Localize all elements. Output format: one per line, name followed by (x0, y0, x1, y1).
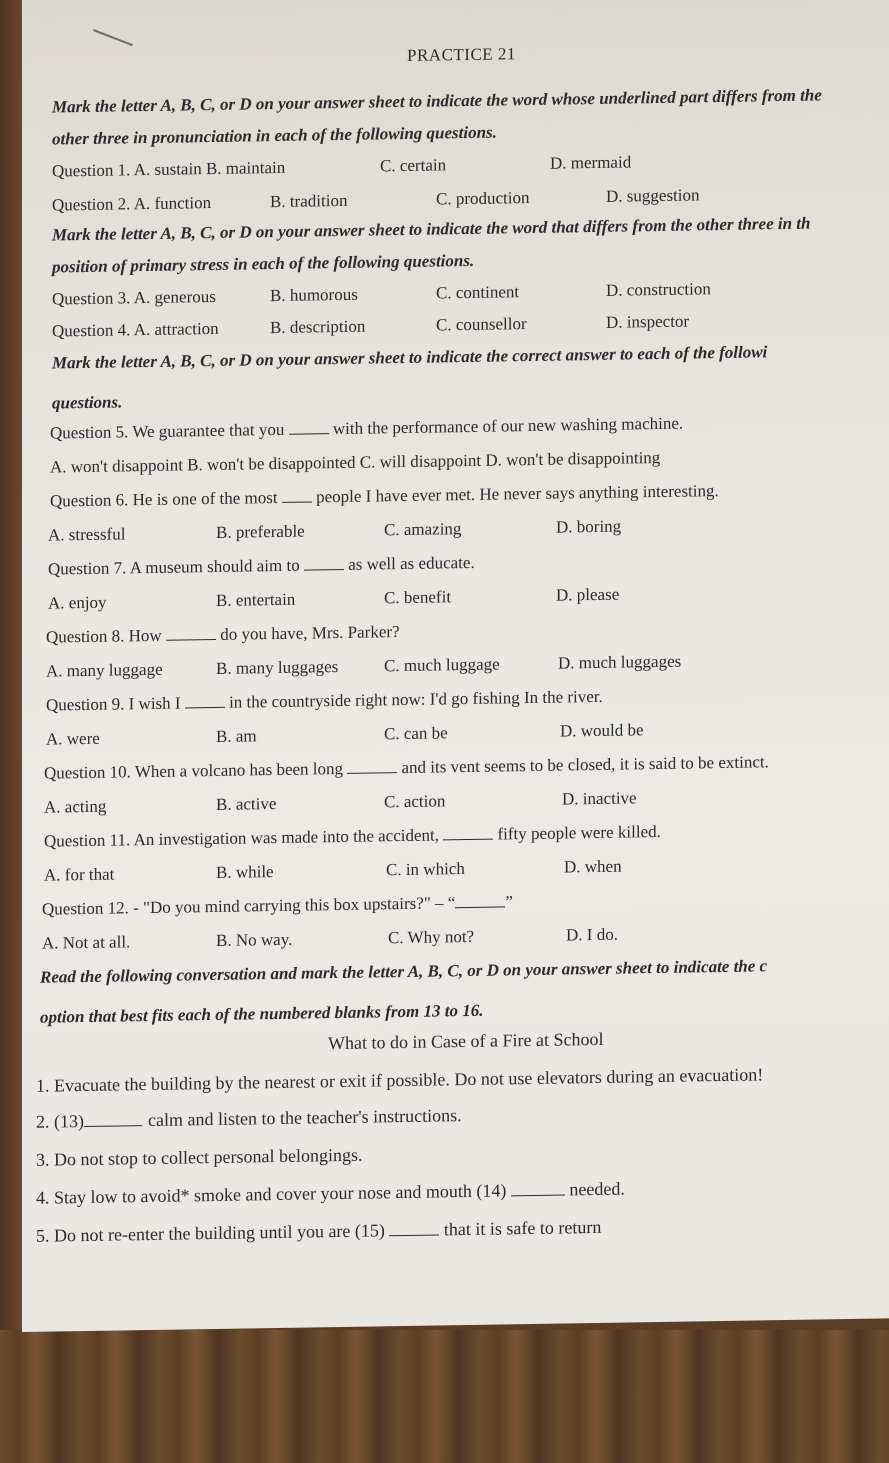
reading-item-2 (36, 1105, 462, 1133)
instruction-reading-line2: option that best fits each of the numbered blanks from 13 to 16. (40, 1000, 484, 1027)
q11-line (44, 822, 661, 852)
q7-option-d: D. please (556, 584, 620, 605)
q8-stem-start: Question 8. How (46, 625, 162, 647)
q6-blank (282, 500, 312, 502)
worksheet-page (22, 0, 889, 1332)
reading-item-5-start: 5. Do not re-enter the building until you are (15) (36, 1220, 385, 1246)
q8-option-b: B. many luggages (216, 657, 339, 678)
q6-option-a: A. stressful (48, 524, 126, 545)
instruction-pronunciation-line1: Mark the letter A, B, C, or D on your answer sheet to indicate the word whose underlined part differs from the (52, 85, 822, 117)
q1-option-c: C. certain (380, 155, 447, 176)
q8-stem-end: do you have, Mrs. Parker? (220, 622, 400, 644)
q9-option-c: C. can be (384, 723, 448, 744)
instruction-reading-line1: Read the following conversation and mark the letter A, B, C, or D on your answer sheet to indicate the c (40, 956, 768, 987)
q10-option-c: C. action (384, 791, 446, 812)
q4-stem: Question 4. A. attraction (52, 318, 219, 341)
reading-item-4 (36, 1179, 625, 1209)
q2-stem: Question 2. A. function (52, 193, 212, 215)
q11-stem-start: Question 11. An investigation was made into the accident, (44, 825, 440, 851)
q9-option-a: A. were (46, 728, 100, 749)
instruction-correct-line2: questions. (52, 392, 123, 413)
q12-option-a: A. Not at all. (42, 932, 131, 953)
reading-item-1: 1. Evacuate the building by the nearest or exit if possible. Do not use elevators during an evacuation! (36, 1064, 764, 1096)
q12-blank (455, 905, 505, 908)
q5-stem-end: with the performance of our new washing machine. (332, 413, 684, 439)
q9-option-b: B. am (216, 726, 257, 746)
q4-option-c: C. counsellor (436, 314, 527, 335)
reading-item-5 (36, 1217, 601, 1247)
q9-stem-start: Question 9. I wish I (46, 693, 181, 715)
instruction-stress-line2: position of primary stress in each of the following questions. (52, 250, 475, 277)
q6-stem-start: Question 6. He is one of the most (50, 487, 278, 511)
q2-option-b: B. tradition (270, 190, 348, 212)
q5-options: A. won't disappoint B. won't be disappointed C. will disappoint D. won't be disappointing (50, 447, 661, 477)
wooden-table-bottom (0, 1330, 889, 1463)
q8-option-c: C. much luggage (384, 654, 500, 676)
q5-line (50, 414, 683, 444)
q6-option-b: B. preferable (216, 521, 305, 542)
reading-item-2-start: 2. (13) (36, 1111, 84, 1132)
q7-option-a: A. enjoy (48, 592, 107, 613)
q10-line (44, 752, 769, 783)
q9-line (46, 687, 603, 716)
pen-mark (93, 29, 133, 46)
q7-option-c: C. benefit (384, 587, 452, 608)
q11-option-c: C. in which (386, 859, 465, 880)
q6-option-c: C. amazing (384, 519, 462, 540)
q4-option-d: D. inspector (606, 311, 690, 332)
q8-blank (166, 638, 216, 641)
q7-stem-start: Question 7. A museum should aim to (48, 555, 300, 579)
q12-stem-start: Question 12. - "Do you mind carrying this box upstairs?" – “ (42, 893, 456, 919)
q1-option-d: D. mermaid (550, 152, 632, 173)
instruction-stress-line1: Mark the letter A, B, C, or D on your answer sheet to indicate the word that differs from the other three in th (52, 213, 811, 245)
q12-option-b: B. No way. (216, 929, 293, 950)
reading-item-5-end: that it is safe to return (443, 1216, 602, 1240)
reading-item-4-start: 4. Stay low to avoid* smoke and cover your nose and mouth (14) (36, 1180, 507, 1208)
q7-stem-end: as well as educate. (348, 552, 475, 574)
q3-option-b: B. humorous (270, 284, 358, 306)
blank-13 (84, 1124, 142, 1127)
q9-blank (185, 706, 225, 709)
q2-option-c: C. production (436, 188, 530, 209)
q3-option-d: D. construction (606, 279, 711, 300)
q6-line (50, 481, 719, 512)
q2-option-d: D. suggestion (606, 185, 700, 206)
reading-item-4-end: needed. (569, 1178, 625, 1200)
q11-option-a: A. for that (44, 864, 115, 885)
q10-stem-start: Question 10. When a volcano has been long (44, 758, 344, 783)
instruction-pronunciation-line2: other three in pronunciation in each of the following questions. (52, 122, 497, 149)
q1-stem: Question 1. A. sustain B. maintain (52, 157, 286, 181)
q10-stem-end: and its vent seems to be closed, it is said to be extinct. (401, 752, 769, 778)
q4-option-b: B. description (270, 316, 366, 338)
q11-blank (443, 838, 493, 841)
q11-option-b: B. while (216, 862, 274, 882)
reading-title: What to do in Case of a Fire at School (328, 1028, 604, 1054)
q10-option-a: A. acting (44, 796, 107, 817)
q9-option-d: D. would be (560, 720, 644, 741)
q9-stem-end: in the countryside right now: I'd go fishing In the river. (229, 686, 603, 712)
q11-option-d: D. when (564, 856, 622, 877)
q12-line (42, 892, 513, 919)
blank-15 (389, 1233, 439, 1236)
q12-option-d: D. I do. (566, 924, 618, 945)
q3-stem: Question 3. A. generous (52, 286, 216, 309)
q12-option-c: C. Why not? (388, 926, 475, 948)
q11-stem-end: fifty people were killed. (497, 821, 661, 844)
q10-blank (347, 771, 397, 774)
q8-option-a: A. many luggage (46, 659, 163, 681)
q5-stem-start: Question 5. We guarantee that you (50, 419, 285, 443)
q10-option-d: D. inactive (562, 788, 637, 809)
q5-blank (289, 432, 329, 435)
q7-blank (304, 568, 344, 571)
reading-item-2-end: calm and listen to the teacher's instructions. (148, 1105, 462, 1131)
q3-option-c: C. continent (436, 282, 520, 303)
instruction-correct-line1: Mark the letter A, B, C, or D on your answer sheet to indicate the correct answer to each of the followi (52, 342, 768, 373)
q7-option-b: B. entertain (216, 589, 296, 610)
q6-stem-end: people I have ever met. He never says anything interesting. (316, 481, 719, 507)
q10-option-b: B. active (216, 794, 277, 814)
q7-line (48, 553, 475, 580)
q6-option-d: D. boring (556, 516, 622, 537)
reading-item-3: 3. Do not stop to collect personal belongings. (36, 1144, 363, 1170)
q8-option-d: D. much luggages (558, 651, 682, 673)
q8-line (46, 622, 400, 648)
page-title: PRACTICE 21 (407, 44, 516, 65)
blank-14 (511, 1193, 565, 1196)
q12-stem-end: ” (505, 892, 513, 912)
